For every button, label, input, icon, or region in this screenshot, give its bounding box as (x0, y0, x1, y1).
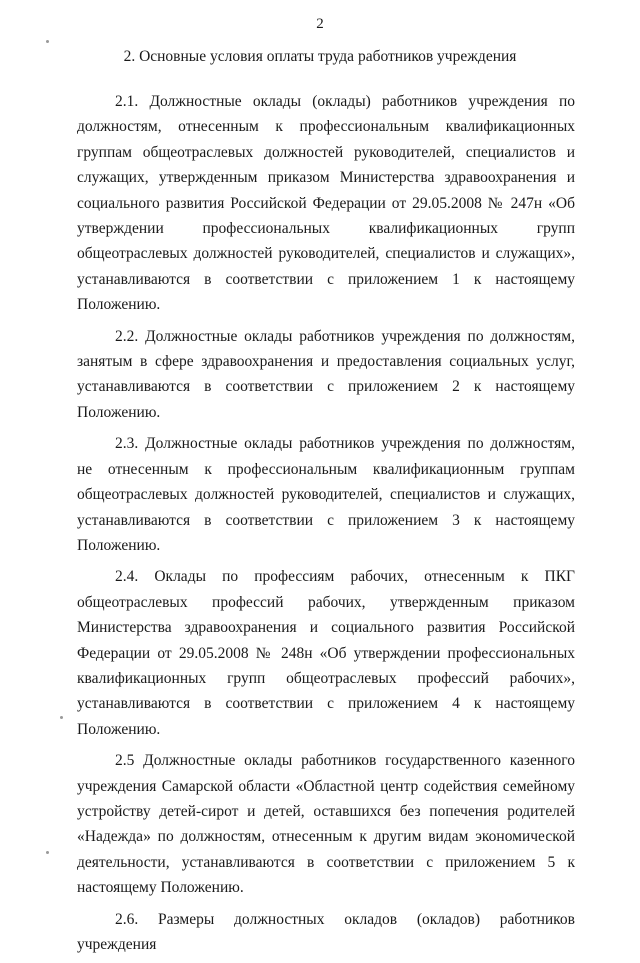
page-number: 2 (316, 16, 324, 32)
scan-speck (60, 716, 63, 719)
section-title: 2. Основные условия оплаты труда работников учреждения (123, 48, 517, 65)
paragraph-2-1: 2.1. Должностные оклады (оклады) работников учреждения по должностям, отнесенным к профессиональным квалификационных группам общеотраслевых должностей руководителей, специалистов и служащих, утвержденным приказом Министерства здравоохранения и социального развития Российской Федерации от 29.05.2008 № 247н «Об утверждении профессиональных квалификационных групп общеотраслевых должностей руководителей, специалистов и служащих», устанавливаются в соответствии с приложением 1 к настоящему Положению. (77, 93, 575, 314)
paragraph-2-2: 2.2. Должностные оклады работников учреждения по должностям, занятым в сфере здравоохранения и предоставления социальных услуг, устанавливаются в соответствии с приложением 2 к настоящему Положению. (77, 327, 575, 421)
paragraph-2-6: 2.6. Размеры должностных окладов (окладов) работников учреждения (77, 910, 575, 953)
scan-speck (46, 851, 49, 854)
scan-speck (46, 40, 49, 43)
paragraph-2-4: 2.4. Оклады по профессиям рабочих, отнесенным к ПКГ общеотраслевых профессий рабочих, утвержденным приказом Министерства здравоохранения и социального развития Российской Федерации от 29.05.2008 № 248н «Об утверждении профессиональных квалификационных групп общеотраслевых профессий рабочих», устанавливаются в соответствии с приложением 4 к настоящему Положению. (77, 568, 575, 738)
paragraph-2-3: 2.3. Должностные оклады работников учреждения по должностям, не отнесенным к профессиональным квалификационным группам общеотраслевых должностей руководителей, специалистов и служащих, устанавливаются в соответствии с приложением 3 к настоящему Положению. (77, 435, 575, 554)
paragraph-2-5: 2.5 Должностные оклады работников государственного казенного учреждения Самарской области «Областной центр содействия семейному устройству детей-сирот и детей, оставшихся без попечения родителей «Надежда» по должностям, отнесенным к другим видам экономической деятельности, устанавливаются в соответствии с приложением 5 к настоящему Положению. (77, 752, 575, 897)
paragraph-list (77, 89, 575, 963)
